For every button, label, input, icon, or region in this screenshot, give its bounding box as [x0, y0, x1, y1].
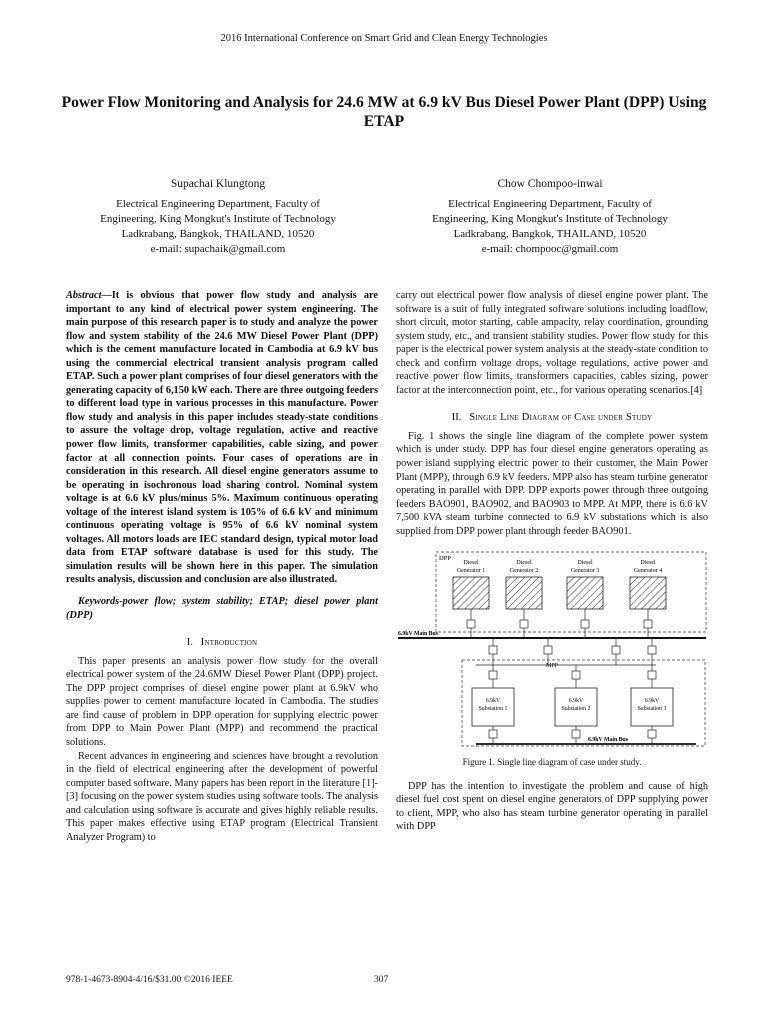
author-block-2: [390, 177, 710, 257]
paper-title: Power Flow Monitoring and Analysis for 24.6 MW at 6.9 kV Bus Diesel Power Plant (DPP) Using ETAP: [61, 94, 707, 130]
generator-1: [453, 560, 489, 638]
intro-paragraph-2: Recent advances in engineering and sciences have brought a revolution in the field of electrical engineering after the development of powerful computer based software. Many papers has been report in the literature [1]-[3] focusing on the power system studies using software tools. The analysis and calculation using software is accurate and gives highly reliable results. This paper makes effective using ETAP program (Electrical Transient Analyzer Program) to: [66, 750, 378, 843]
author-name: Supachai Klungtong: [170, 178, 266, 190]
gen-label: Generator 4: [633, 568, 663, 575]
author-affiliation: Electrical Engineering Department, Faculty of: [116, 198, 320, 210]
problem-paragraph: DPP has the intention to investigate the problem and cause of high diesel fuel cost spent on diesel engine generators of DPP supplying power to client, MPP, who also has steam turbine generator operating in parallel with DPP: [396, 780, 708, 833]
author-block-1: [58, 177, 378, 257]
copyright-footer: 978-1-4673-8904-4/16/$31.00 ©2016 IEEE: [66, 975, 233, 985]
gen-label-top: Diesel: [640, 560, 656, 567]
substation-label-top: 6.9kV: [644, 698, 660, 705]
dpp-label: DPP: [439, 555, 451, 563]
etap-paragraph: carry out electrical power flow analysis of diesel engine power plant. The software is a suit of fully integrated software solutions including loadflow, short circuit, motor starting, cable ampacity, relay coordination, grounding system study, etc., and transient stability studies. Power flow study for this paper is the electrical power system analysis at the steady-state condition to check and confirm voltage drops, voltage regulations, active power and reactive power flow limits, transformers capacities, cables sizing, power factor at the interconnection point, etc., for various operating scenarios.[4]: [396, 290, 708, 396]
gen-label-top: Diesel: [516, 560, 532, 567]
mpp-label: MPP: [546, 663, 559, 670]
generator-2: [506, 560, 542, 638]
abstract: [66, 289, 378, 587]
page-number: 307: [374, 975, 389, 985]
gen-label: Generator 1: [456, 568, 486, 575]
single-line-diagram: [396, 550, 708, 750]
author-affiliation: Engineering, King Mongkut's Institute of Technology: [100, 213, 336, 225]
section-title: Single Line Diagram of Case under Study: [469, 412, 653, 424]
author-email: e-mail: chompooc@gmail.com: [481, 243, 619, 255]
intro-paragraph-1: This paper presents an analysis power flow study for the overall electrical power system of the 24.6MW Diesel Power Plant (DPP) project. The DPP project comprises of diesel engine power plant at 6.9kV who supplies power to cement manufacture located in Cambodia. The studies are find cause of problem in DPP operation for supplying electric power from DPP to Main Power Plant (MPP) and recommend the practical solutions.: [66, 655, 378, 748]
gen-label: Generator 3: [570, 568, 600, 575]
author-name: Chow Chompoo-inwai: [497, 178, 603, 190]
single-line-diagram-figure: [396, 550, 708, 750]
conference-header: 2016 International Conference on Smart Grid and Clean Energy Technologies: [220, 33, 548, 44]
gen-label-top: Diesel: [463, 560, 479, 567]
section-number: II.: [451, 412, 462, 424]
mpp-bus-label: 6.9kV Main Bus: [588, 737, 629, 744]
section-title: Introduction: [200, 637, 258, 649]
right-column: [396, 289, 708, 834]
substation-1: [472, 665, 514, 744]
author-affiliation: Ladkrabang, Bangkok, THAILAND, 10520: [453, 228, 647, 240]
substation-label-top: 6.9kV: [485, 698, 501, 705]
abstract-label: Abstract: [66, 290, 102, 301]
main-bus-label: 6.9kV Main Bus: [398, 631, 439, 638]
keywords: Keywords-power flow; system stability; ETAP; diesel power plant (DPP): [66, 596, 378, 621]
feeder-breakers: [489, 638, 656, 665]
substation-label: Substation 1: [478, 706, 508, 713]
figure-caption: Figure 1. Single line diagram of case under study.: [462, 757, 642, 768]
author-affiliation: Engineering, King Mongkut's Institute of Technology: [432, 213, 668, 225]
section-heading-single-line-diagram: [396, 411, 708, 425]
substation-label: Substation 3: [637, 706, 667, 713]
left-column: [66, 289, 378, 844]
substation-3: [631, 665, 673, 744]
abstract-text: —It is obvious that power flow study and analysis are important to any kind of electrical power system engineering. The main purpose of this research paper is to study and analyze the power flow and system stability of the 24.6 MW Diesel Power Plant (DPP) which is the cement manufacture located in Cambodia at 6.9 kV bus using the commercial electrical transient analysis program called ETAP. Such a power plant comprises of four diesel generators with the generating capacity of 6,150 kW each. There are three outgoing feeders to different load type in various processes in this manufacture. Power flow study and analysis in this paper includes steady-state conditions to assure the voltage drop, voltage regulation, active and reactive power flow limits, transformer capabilities, cable sizing, and power factor at all connection points. Four cases of operations are in consideration in this research. All diesel engine generators assume to be operating in isochronous load sharing control. Nominal system voltage is at 6.6 kV plus/minus 5%. Maximum continuous operating voltage of the interest island system is 105% of 6.6 kV and minimum continuous operating voltage is 95% of 6.6 kV nominal system voltages. All motors loads are IEC standard design, typical motor load data from ETAP software database is used for this study. The simulation results will be shown here in this paper. The simulation results analysis, discussion and conclusion are also illustrated.: [66, 290, 378, 586]
substation-label-top: 6.9kV: [568, 698, 584, 705]
gen-label-top: Diesel: [577, 560, 593, 567]
gen-label: Generator 2: [509, 568, 539, 575]
substation-2: [555, 665, 597, 744]
substation-label: Substation 2: [561, 706, 591, 713]
generator-3: [567, 560, 603, 638]
generator-4: [630, 560, 666, 638]
author-email: e-mail: supachaik@gmail.com: [150, 243, 286, 255]
section-number: I.: [186, 637, 193, 649]
author-affiliation: Ladkrabang, Bangkok, THAILAND, 10520: [121, 228, 315, 240]
diagram-description-paragraph: Fig. 1 shows the single line diagram of the complete power system which is under study. DPP has four diesel engine generators operating as power island supplying electric power to their customer, the Main Power Plant (MPP), through 6.9 kV feeders. MPP also has steam turbine generator operating in parallel with DPP. DPP exports power through three outgoing feeders BAO901, BAO902, and BAO903 to MPP. At MPP, there is 6.6 kV 7,500 kVA steam turbine connected to 6.9 kV substations which is also supplied from DPP power plant through feeder BAO901.: [396, 430, 708, 537]
author-affiliation: Electrical Engineering Department, Faculty of: [448, 198, 652, 210]
section-heading-introduction: [66, 636, 378, 650]
